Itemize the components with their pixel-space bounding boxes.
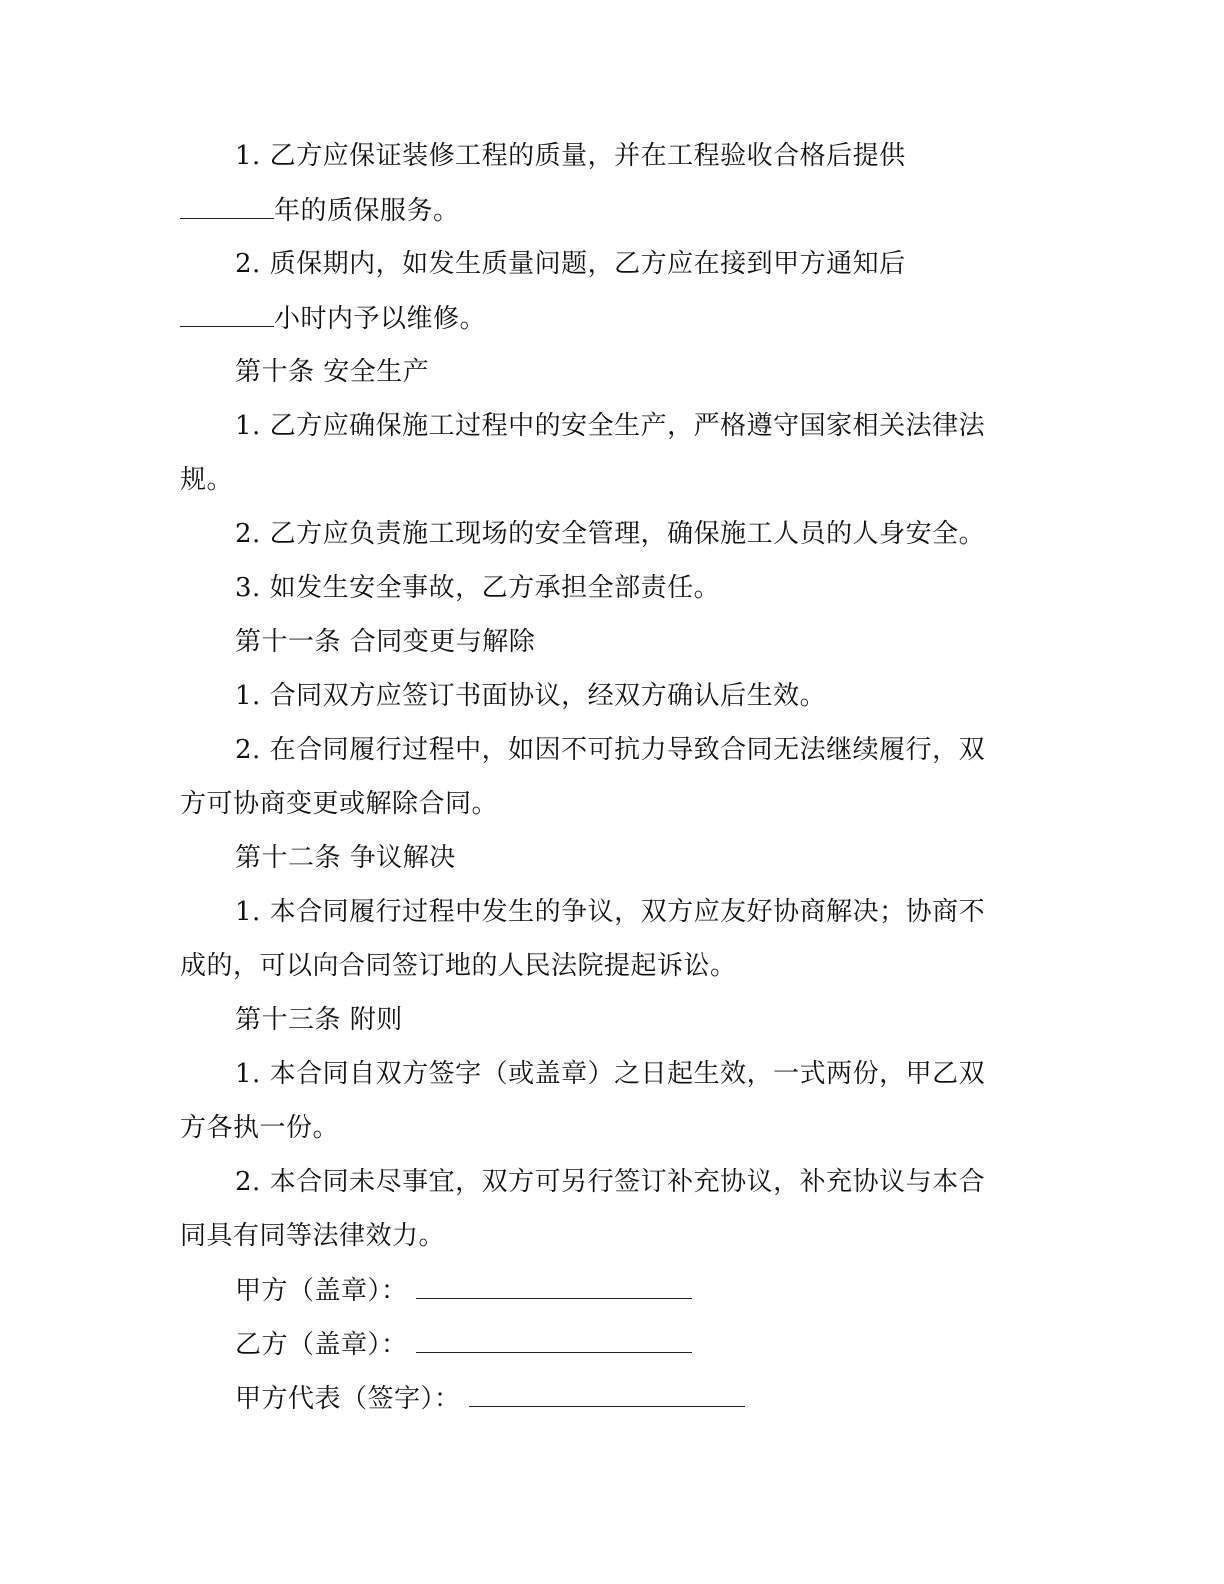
clause-12-item-1-line-2: 成的，可以向合同签订地的人民法院提起诉讼。 xyxy=(180,951,737,981)
clause-9-item-2-line-1: 2. 质保期内，如发生质量问题，乙方应在接到甲方通知后 xyxy=(235,249,906,279)
fill-blank xyxy=(180,192,274,219)
clause-12-heading: 第十二条 争议解决 xyxy=(235,843,456,873)
clause-13-item-1-line-2: 方各执一份。 xyxy=(180,1113,340,1143)
clause-13-item-1-line-1: 1. 本合同自双方签字（或盖章）之日起生效，一式两份，甲乙双 xyxy=(235,1059,986,1089)
fill-blank xyxy=(180,300,274,327)
signature-party-a-representative xyxy=(235,1380,745,1417)
clause-10-item-2: 2. 乙方应负责施工现场的安全管理，确保施工人员的人身安全。 xyxy=(235,519,986,549)
signature-label: 乙方（盖章）： xyxy=(235,1330,408,1360)
clause-10-item-3: 3. 如发生安全事故，乙方承担全部责任。 xyxy=(235,573,721,603)
clause-9-item-2-line-2: 小时内予以维修。 xyxy=(180,300,486,337)
clause-9-item-1-line-1: 1. 乙方应保证装修工程的质量，并在工程验收合格后提供 xyxy=(235,141,906,171)
clause-13-item-2-line-1: 2. 本合同未尽事宜，双方可另行签订补充协议，补充协议与本合 xyxy=(235,1167,986,1197)
signature-party-a-seal xyxy=(235,1272,692,1309)
clause-11-heading: 第十一条 合同变更与解除 xyxy=(235,627,536,657)
clause-11-item-2-line-2: 方可协商变更或解除合同。 xyxy=(180,789,499,819)
clause-10-item-1-line-2: 规。 xyxy=(180,465,234,495)
signature-line xyxy=(416,1272,692,1299)
clause-11-item-2-line-1: 2. 在合同履行过程中，如因不可抗力导致合同无法继续履行，双 xyxy=(235,735,986,765)
signature-line xyxy=(469,1380,745,1407)
clause-13-item-2-line-2: 同具有同等法律效力。 xyxy=(180,1221,446,1251)
clause-10-heading: 第十条 安全生产 xyxy=(235,357,430,387)
signature-party-b-seal xyxy=(235,1326,692,1363)
clause-10-item-1-line-1: 1. 乙方应确保施工过程中的安全生产，严格遵守国家相关法律法 xyxy=(235,411,986,441)
signature-label: 甲方代表（签字）： xyxy=(235,1384,461,1414)
signature-label: 甲方（盖章）： xyxy=(235,1276,408,1306)
clause-13-heading: 第十三条 附则 xyxy=(235,1005,403,1035)
clause-9-item-1-line-2: 年的质保服务。 xyxy=(180,192,460,229)
clause-12-item-1-line-1: 1. 本合同履行过程中发生的争议，双方应友好协商解决；协商不 xyxy=(235,897,986,927)
signature-line xyxy=(416,1326,692,1353)
clause-11-item-1: 1. 合同双方应签订书面协议，经双方确认后生效。 xyxy=(235,681,827,711)
